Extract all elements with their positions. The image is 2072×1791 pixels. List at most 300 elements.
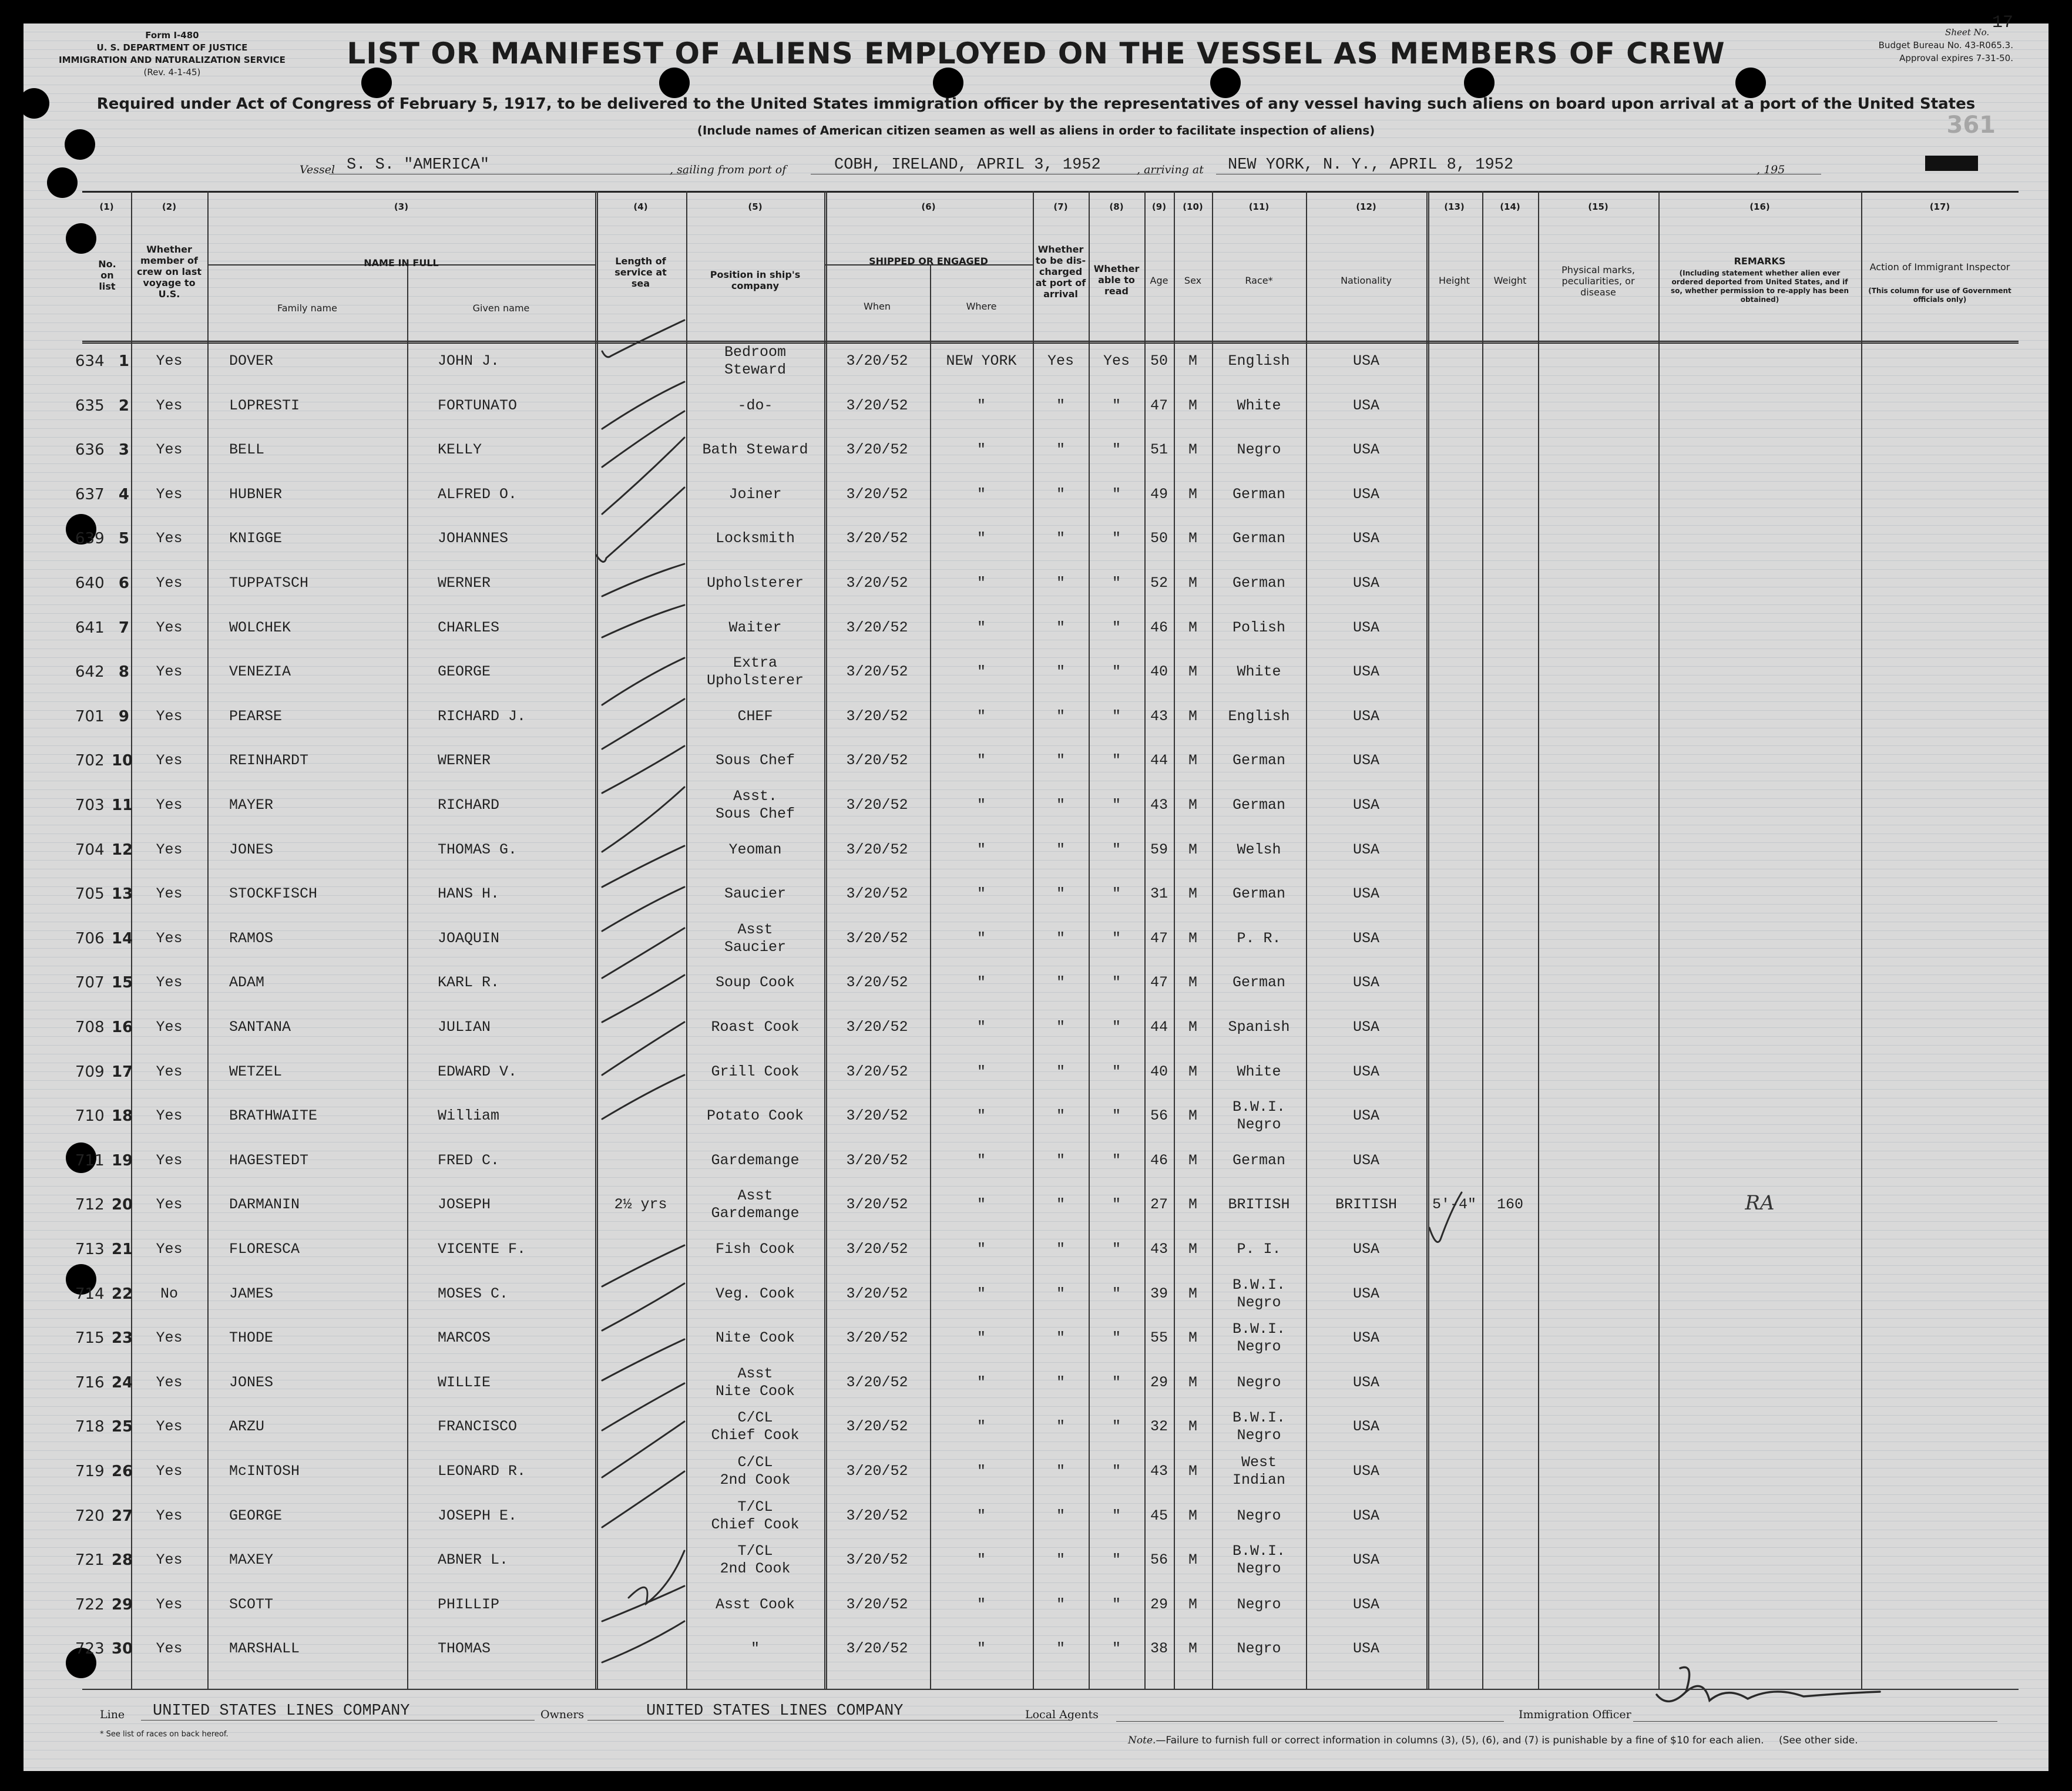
cell-disch: " xyxy=(1056,1151,1065,1169)
cell-given: PHILLIP xyxy=(438,1595,500,1613)
cell-disch: " xyxy=(1056,663,1065,681)
cell-race: Indian xyxy=(1232,1471,1285,1488)
cell-no: 18 xyxy=(112,1107,133,1125)
cell-voy: Yes xyxy=(156,1151,183,1169)
cell-read: " xyxy=(1111,1507,1121,1524)
cell-age: 56 xyxy=(1150,1107,1168,1125)
cell-age: 50 xyxy=(1150,530,1168,547)
check-mark xyxy=(602,928,684,978)
cell-race: B.W.I. xyxy=(1232,1543,1285,1560)
cell-race: White xyxy=(1237,1063,1281,1080)
cell-read: " xyxy=(1111,1107,1121,1125)
cell-ref: 634 xyxy=(75,352,105,370)
form-subtitle: Required under Act of Congress of February 5, 1917, to be delivered to the United States immigration officer by the representatives of any vessel having such aliens on board upon arrival at a port of the United States xyxy=(96,95,1976,113)
cell-race: German xyxy=(1232,885,1285,903)
cell-voy: Yes xyxy=(156,1595,183,1613)
col-num: (12) xyxy=(1356,201,1376,212)
cell-age: 31 xyxy=(1150,885,1168,903)
cell-race: German xyxy=(1232,530,1285,547)
cell-race: Negro xyxy=(1237,1595,1281,1613)
cell-family: KNIGGE xyxy=(229,530,283,547)
cell-voy: Yes xyxy=(156,974,183,992)
cell-nat: USA xyxy=(1352,841,1379,858)
cell-voy: Yes xyxy=(156,1107,183,1125)
col-num: (2) xyxy=(162,201,177,212)
col-num: (5) xyxy=(748,201,763,212)
col-age: Age xyxy=(1150,275,1168,286)
cell-when: 3/20/52 xyxy=(846,974,908,992)
owners-name: UNITED STATES LINES COMPANY xyxy=(587,1702,1069,1721)
cell-given: LEONARD R. xyxy=(438,1463,526,1480)
check-mark xyxy=(602,1339,684,1380)
note-text: —Failure to furnish full or correct information in columns (3), (5), (6), and (7) is punishable by a fine of $10 for each alien. xyxy=(1156,1735,1764,1746)
cell-family: STOCKFISCH xyxy=(229,885,318,903)
cell-race: White xyxy=(1237,396,1281,414)
cell-disch: Yes xyxy=(1047,352,1074,369)
cell-age: 43 xyxy=(1150,797,1168,814)
cell-read: " xyxy=(1111,663,1121,681)
cell-no: 19 xyxy=(112,1151,133,1170)
cell-no: 11 xyxy=(112,797,133,814)
cell-ref: 705 xyxy=(75,885,105,903)
cell-age: 39 xyxy=(1150,1285,1168,1302)
cell-voy: Yes xyxy=(156,1551,183,1569)
cell-sex: M xyxy=(1188,352,1197,369)
cell-given: GEORGE xyxy=(438,663,491,681)
cell-pos: Veg. Cook xyxy=(715,1285,795,1302)
cell-race: Negro xyxy=(1237,1560,1281,1578)
cell-family: McINTOSH xyxy=(229,1463,300,1480)
cell-race: German xyxy=(1232,974,1285,992)
cell-when: 3/20/52 xyxy=(846,797,908,814)
cell-read: " xyxy=(1111,1019,1121,1036)
cell-when: 3/20/52 xyxy=(846,885,908,903)
cell-race: Welsh xyxy=(1237,841,1281,858)
handwritten-marks xyxy=(23,23,2049,1771)
cell-voy: Yes xyxy=(156,441,183,459)
cell-pos: T/CL xyxy=(737,1543,773,1560)
check-mark xyxy=(629,1551,684,1604)
cell-nat: USA xyxy=(1352,1640,1379,1658)
cell-disch: " xyxy=(1056,841,1065,858)
cell-when: 3/20/52 xyxy=(846,1507,908,1524)
cell-race: B.W.I. xyxy=(1232,1276,1285,1293)
cell-read: " xyxy=(1111,974,1121,992)
line-label: Line xyxy=(100,1708,125,1721)
owners-label: Owners xyxy=(540,1708,585,1721)
cell-ref: 712 xyxy=(75,1196,105,1214)
cell-family: BRATHWAITE xyxy=(229,1107,318,1125)
cell-sex: M xyxy=(1188,1019,1197,1036)
cell-pos: Chief Cook xyxy=(711,1427,800,1444)
cell-pos: Steward xyxy=(724,361,787,378)
cell-when: 3/20/52 xyxy=(846,663,908,681)
cell-given: FORTUNATO xyxy=(438,396,518,414)
cell-disch: " xyxy=(1056,1241,1065,1258)
cell-race: German xyxy=(1232,752,1285,770)
cell-sex: M xyxy=(1188,1640,1197,1658)
budget-bureau: Budget Bureau No. 43-R065.3. xyxy=(1878,40,2013,51)
cell-pos: Saucier xyxy=(724,938,787,956)
cell-when: 3/20/52 xyxy=(846,396,908,414)
cell-disch: " xyxy=(1056,974,1065,992)
col-shipped-when: When xyxy=(864,301,891,312)
cell-ref: 710 xyxy=(75,1107,105,1125)
cell-family: SCOTT xyxy=(229,1595,274,1613)
cell-when: 3/20/52 xyxy=(846,707,908,725)
cell-age: 44 xyxy=(1150,1019,1168,1036)
cell-pos: Saucier xyxy=(724,885,787,903)
cell-no: 5 xyxy=(118,530,129,548)
cell-when: 3/20/52 xyxy=(846,929,908,947)
cell-age: 44 xyxy=(1150,752,1168,770)
vessel-name: S. S. "AMERICA" xyxy=(329,156,687,174)
cell-race: German xyxy=(1232,485,1285,503)
col-position: Position in ship's company xyxy=(710,269,801,291)
cell-nat: USA xyxy=(1352,1151,1379,1169)
cell-nat: USA xyxy=(1352,1595,1379,1613)
cell-nat: USA xyxy=(1352,1285,1379,1302)
cell-family: WOLCHEK xyxy=(229,619,291,636)
see-other-side: (See other side. xyxy=(1778,1735,1858,1746)
cell-nat: USA xyxy=(1352,752,1379,770)
cell-given: THOMAS xyxy=(438,1640,491,1658)
cell-disch: " xyxy=(1056,1595,1065,1613)
cell-given: EDWARD V. xyxy=(438,1063,518,1080)
cell-race: BRITISH xyxy=(1228,1196,1290,1214)
cell-voy: Yes xyxy=(156,885,183,903)
cell-nat: USA xyxy=(1352,1463,1379,1480)
cell-pos: CHEF xyxy=(737,707,773,725)
check-mark xyxy=(602,846,684,887)
cell-given: VICENTE F. xyxy=(438,1241,526,1258)
cell-given: HANS H. xyxy=(438,885,500,903)
cell-pos: Upholsterer xyxy=(706,672,804,690)
cell-where: " xyxy=(976,1329,986,1347)
check-mark xyxy=(602,1586,684,1621)
cell-nat: USA xyxy=(1352,974,1379,992)
col-shipped-where: Where xyxy=(966,301,997,312)
cell-voy: Yes xyxy=(156,1063,183,1080)
cell-no: 24 xyxy=(112,1373,133,1392)
cell-when: 3/20/52 xyxy=(846,574,908,592)
cell-given: JOAQUIN xyxy=(438,929,500,947)
check-mark xyxy=(602,564,684,596)
cell-voy: Yes xyxy=(156,1329,183,1347)
cell-sex: M xyxy=(1188,574,1197,592)
arriving-label: , arriving at xyxy=(1137,163,1204,176)
cell-age: 47 xyxy=(1150,396,1168,414)
sailing-port: COBH, IRELAND, APRIL 3, 1952 xyxy=(811,156,1160,174)
cell-where: " xyxy=(976,1373,986,1391)
cell-where: " xyxy=(976,1241,986,1258)
cell-sex: M xyxy=(1188,663,1197,681)
cell-nat: USA xyxy=(1352,1507,1379,1524)
cell-pos: Sous Chef xyxy=(715,752,795,770)
cell-given: WERNER xyxy=(438,574,491,592)
form-title: LIST OR MANIFEST OF ALIENS EMPLOYED ON THE VESSEL AS MEMBERS OF CREW xyxy=(347,36,1725,70)
cell-disch: " xyxy=(1056,1107,1065,1125)
line-name: UNITED STATES LINES COMPANY xyxy=(141,1702,535,1721)
cell-sex: M xyxy=(1188,1107,1197,1125)
cell-race: West xyxy=(1241,1454,1277,1471)
cell-disch: " xyxy=(1056,485,1065,503)
cell-read: " xyxy=(1111,1329,1121,1347)
cell-no: 17 xyxy=(112,1063,133,1081)
cell-where: " xyxy=(976,1151,986,1169)
cell-read: " xyxy=(1111,485,1121,503)
cell-given: RICHARD J. xyxy=(438,707,526,725)
cell-nat: USA xyxy=(1352,441,1379,459)
arriving-port: NEW YORK, N. Y., APRIL 8, 1952 xyxy=(1216,156,1821,174)
cell-age: 29 xyxy=(1150,1373,1168,1391)
cell-where: " xyxy=(976,1418,986,1436)
cell-nat: USA xyxy=(1352,352,1379,369)
cell-ref: 716 xyxy=(75,1373,105,1392)
cell-nat: USA xyxy=(1352,797,1379,814)
cell-age: 43 xyxy=(1150,707,1168,725)
cell-race: Negro xyxy=(1237,1116,1281,1134)
cell-no: 3 xyxy=(118,441,129,459)
cell-given: JULIAN xyxy=(438,1019,491,1036)
cell-no: 30 xyxy=(112,1640,133,1658)
cell-read: " xyxy=(1111,1373,1121,1391)
cell-where: " xyxy=(976,1507,986,1524)
cell-when: 3/20/52 xyxy=(846,619,908,636)
cell-where: " xyxy=(976,841,986,858)
cell-sex: M xyxy=(1188,1463,1197,1480)
cell-race: Polish xyxy=(1232,619,1285,636)
cell-rem: RA xyxy=(1745,1191,1775,1215)
col-family-name: Family name xyxy=(277,303,337,314)
cell-nat: USA xyxy=(1352,1373,1379,1391)
immigration-officer-field xyxy=(1633,1721,1997,1722)
cell-read: " xyxy=(1111,1196,1121,1214)
col-num: (6) xyxy=(921,201,936,212)
cell-family: WETZEL xyxy=(229,1063,283,1080)
cell-race: English xyxy=(1228,352,1290,369)
cell-age: 51 xyxy=(1150,441,1168,459)
cell-voy: Yes xyxy=(156,1196,183,1214)
sheet-number: 17 xyxy=(1992,13,2013,33)
cell-read: " xyxy=(1111,885,1121,903)
service: IMMIGRATION AND NATURALIZATION SERVICE xyxy=(59,55,286,65)
cell-ref: 722 xyxy=(75,1595,105,1614)
cell-sex: M xyxy=(1188,396,1197,414)
cell-voy: Yes xyxy=(156,752,183,770)
cell-ref: 719 xyxy=(75,1463,105,1480)
department: U. S. DEPARTMENT OF JUSTICE xyxy=(96,42,248,53)
cell-no: 12 xyxy=(112,841,133,859)
cell-read: " xyxy=(1111,707,1121,725)
cell-pos: Asst Cook xyxy=(715,1595,795,1613)
sheet-label: Sheet No. xyxy=(1945,27,1990,38)
col-num: (17) xyxy=(1929,201,1950,212)
cell-pos: Gardemange xyxy=(711,1151,800,1169)
cell-read: " xyxy=(1111,1285,1121,1302)
cell-ref: 708 xyxy=(75,1019,105,1036)
cell-given: ALFRED O. xyxy=(438,485,518,503)
cell-read: " xyxy=(1111,441,1121,459)
immigration-officer-label: Immigration Officer xyxy=(1519,1708,1631,1721)
col-num: (10) xyxy=(1183,201,1203,212)
cell-given: RICHARD xyxy=(438,797,500,814)
cell-ref: 714 xyxy=(75,1285,105,1303)
cell-family: PEARSE xyxy=(229,707,283,725)
cell-read: Yes xyxy=(1103,352,1130,369)
cell-sex: M xyxy=(1188,530,1197,547)
cell-pos: C/CL xyxy=(737,1454,773,1471)
col-able-read: Whether able to read xyxy=(1093,263,1140,297)
cell-nat: USA xyxy=(1352,1019,1379,1036)
cell-read: " xyxy=(1111,1151,1121,1169)
form-number: Form I-480 xyxy=(145,30,199,41)
cell-family: ADAM xyxy=(229,974,265,992)
col-length-service: Length of service at sea xyxy=(614,256,667,289)
cell-sex: M xyxy=(1188,1507,1197,1524)
col-num: (8) xyxy=(1109,201,1124,212)
cell-where: " xyxy=(976,1107,986,1125)
check-mark xyxy=(602,382,684,429)
cell-ref: 709 xyxy=(75,1063,105,1081)
cell-disch: " xyxy=(1056,574,1065,592)
check-mark xyxy=(602,1422,684,1477)
cell-where: " xyxy=(976,619,986,636)
cell-given: WERNER xyxy=(438,752,491,770)
cell-where: " xyxy=(976,1063,986,1080)
cell-no: 4 xyxy=(118,485,129,503)
cell-family: ARZU xyxy=(229,1418,265,1436)
cell-read: " xyxy=(1111,752,1121,770)
cell-ref: 639 xyxy=(75,530,105,548)
cell-read: " xyxy=(1111,530,1121,547)
cell-no: 20 xyxy=(112,1196,133,1214)
cell-nat: USA xyxy=(1352,1551,1379,1569)
cell-nat: USA xyxy=(1352,396,1379,414)
cell-ref: 711 xyxy=(75,1151,105,1170)
cell-race: Negro xyxy=(1237,1338,1281,1356)
cell-ref: 637 xyxy=(75,485,105,503)
cell-where: " xyxy=(976,752,986,770)
cell-pos: Bath Steward xyxy=(702,441,808,459)
col-num: (4) xyxy=(633,201,648,212)
cell-pos: Waiter xyxy=(728,619,782,636)
cell-pos: Grill Cook xyxy=(711,1063,800,1080)
penalty-note xyxy=(1128,1735,1858,1746)
cell-nat: USA xyxy=(1352,1329,1379,1347)
cell-ref: 715 xyxy=(75,1329,105,1348)
cell-read: " xyxy=(1111,1241,1121,1258)
cell-no: 23 xyxy=(112,1329,133,1348)
cell-disch: " xyxy=(1056,1019,1065,1036)
cell-nat: USA xyxy=(1352,1418,1379,1436)
cell-ref: 642 xyxy=(75,663,105,681)
col-remarks-sub: (Including statement whether alien ever ordered deported from United States, and if so, whether permission to re-apply has been obtained) xyxy=(1671,269,1849,304)
cell-read: " xyxy=(1111,574,1121,592)
cell-family: DARMANIN xyxy=(229,1196,300,1214)
cell-read: " xyxy=(1111,1640,1121,1658)
cell-ref: 707 xyxy=(75,974,105,992)
cell-voy: No xyxy=(160,1285,178,1302)
cell-voy: Yes xyxy=(156,1241,183,1258)
cell-age: 49 xyxy=(1150,485,1168,503)
cell-pos: Upholsterer xyxy=(706,574,804,592)
cell-race: Negro xyxy=(1237,1640,1281,1658)
cell-given: JOHN J. xyxy=(438,352,500,369)
cell-family: REINHARDT xyxy=(229,752,309,770)
col-no-on-list: No. on list xyxy=(98,258,116,292)
cell-where: " xyxy=(976,885,986,903)
cell-ref: 640 xyxy=(75,574,105,592)
cell-when: 3/20/52 xyxy=(846,530,908,547)
cell-no: 13 xyxy=(112,885,133,903)
cell-voy: Yes xyxy=(156,574,183,592)
cell-when: 3/20/52 xyxy=(846,1019,908,1036)
cell-race: Spanish xyxy=(1228,1019,1290,1036)
cell-when: 3/20/52 xyxy=(846,485,908,503)
cell-voy: Yes xyxy=(156,1418,183,1436)
cell-ref: 720 xyxy=(75,1507,105,1525)
cell-disch: " xyxy=(1056,707,1065,725)
cell-where: " xyxy=(976,485,986,503)
stamped-number: 361 xyxy=(1946,112,1996,139)
cell-pos: Potato Cook xyxy=(706,1107,804,1125)
cell-pos: Gardemange xyxy=(711,1205,800,1222)
check-mark xyxy=(602,1383,684,1430)
cell-age: 55 xyxy=(1150,1329,1168,1347)
cell-ref: 703 xyxy=(75,797,105,814)
cell-read: " xyxy=(1111,929,1121,947)
cell-pos: Asst xyxy=(737,1187,773,1205)
cell-nat: USA xyxy=(1352,707,1379,725)
signature-stroke xyxy=(1680,1667,1690,1692)
cell-age: 43 xyxy=(1150,1463,1168,1480)
cell-when: 3/20/52 xyxy=(846,1373,908,1391)
cell-no: 16 xyxy=(112,1019,133,1036)
col-num: (16) xyxy=(1749,201,1770,212)
cell-no: 9 xyxy=(118,707,129,725)
cell-when: 3/20/52 xyxy=(846,1329,908,1347)
cell-where: " xyxy=(976,396,986,414)
cell-family: HAGESTEDT xyxy=(229,1151,309,1169)
cell-where: NEW YORK xyxy=(946,352,1017,369)
cell-ref: 635 xyxy=(75,396,105,415)
cell-age: 43 xyxy=(1150,1241,1168,1258)
cell-pos: Roast Cook xyxy=(711,1019,800,1036)
cell-given: KARL R. xyxy=(438,974,500,992)
cell-read: " xyxy=(1111,1551,1121,1569)
cell-sex: M xyxy=(1188,885,1197,903)
cell-sex: M xyxy=(1188,1285,1197,1302)
cell-when: 3/20/52 xyxy=(846,1640,908,1658)
col-action-inspector-sub: (This column for use of Government officials only) xyxy=(1868,287,2011,304)
cell-disch: " xyxy=(1056,885,1065,903)
cell-when: 3/20/52 xyxy=(846,1063,908,1080)
cell-given: JOSEPH xyxy=(438,1196,491,1214)
check-mark xyxy=(602,699,684,749)
cell-pos: Chief Cook xyxy=(711,1516,800,1533)
cell-read: " xyxy=(1111,841,1121,858)
cell-voy: Yes xyxy=(156,1463,183,1480)
cell-family: BELL xyxy=(229,441,265,459)
cell-no: 7 xyxy=(118,619,129,637)
footer-rule xyxy=(82,1689,2019,1690)
cell-disch: " xyxy=(1056,1285,1065,1302)
cell-ref: 641 xyxy=(75,619,105,637)
cell-nat: USA xyxy=(1352,885,1379,903)
cell-family: VENEZIA xyxy=(229,663,291,681)
check-mark xyxy=(602,1245,684,1286)
